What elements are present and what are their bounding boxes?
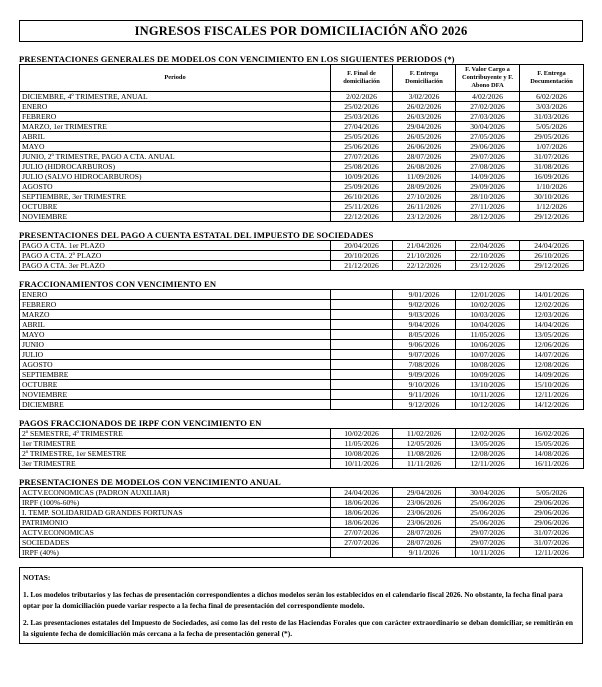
date-cell: 23/06/2026 [393,498,456,508]
date-cell: 27/03/2026 [456,112,520,122]
period-cell: IRPF (40%) [20,548,331,558]
date-cell: 14/04/2026 [520,320,584,330]
date-cell: 10/02/2026 [331,429,393,439]
date-cell: 27/02/2026 [456,102,520,112]
date-cell: 22/10/2026 [456,251,520,261]
date-cell: 12/01/2026 [456,290,520,300]
table-row [20,330,584,340]
table-row [20,112,584,122]
date-cell: 10/04/2026 [456,320,520,330]
date-cell: 23/12/2026 [456,261,520,271]
date-cell: 25/05/2026 [331,132,393,142]
period-cell: 3er TRIMESTRE [20,459,331,469]
date-cell: 12/11/2026 [456,459,520,469]
period-cell: MARZO, 1er TRIMESTRE [20,122,331,132]
date-cell: 28/09/2026 [393,182,456,192]
period-cell: PAGO A CTA. 2º PLAZO [20,251,331,261]
date-cell: 9/02/2026 [393,300,456,310]
date-cell: 29/09/2026 [456,182,520,192]
date-cell: 13/05/2026 [520,330,584,340]
date-cell: 28/07/2026 [393,538,456,548]
date-cell: 29/05/2026 [520,132,584,142]
note-2: 2. Las presentaciones estatales del Impuesto de Sociedades, así como las del resto de las Haciendas Forales que con carácter extraordinario se deban domiciliar, se remitirán en la siguiente fecha de domiciliación más cercana a la fecha de presentación general (*). [23,618,573,638]
date-cell [331,400,393,410]
period-cell: I. TEMP. SOLIDARIDAD GRANDES FORTUNAS [20,508,331,518]
section-heading-pago-cuenta: PRESENTACIONES DEL PAGO A CUENTA ESTATAL DEL IMPUESTO DE SOCIEDADES [19,230,374,240]
period-cell: JUNIO, 2º TRIMESTRE, PAGO A CTA. ANUAL [20,152,331,162]
period-cell: 2º SEMESTRE, 4º TRIMESTRE [20,429,331,439]
date-cell: 27/04/2026 [331,122,393,132]
date-cell [331,340,393,350]
date-cell: 11/02/2026 [393,429,456,439]
date-cell: 26/06/2026 [393,142,456,152]
date-cell: 31/07/2026 [520,528,584,538]
period-cell: IRPF (100%-60%) [20,498,331,508]
date-cell: 4/02/2026 [456,92,520,102]
date-cell: 29/12/2026 [520,261,584,271]
date-cell [331,310,393,320]
table-row [20,142,584,152]
column-header-fecha-entrega: F. Entrega Domiciliación [393,65,456,92]
date-cell: 9/11/2026 [393,390,456,400]
date-cell: 14/12/2026 [520,400,584,410]
table-row [20,152,584,162]
date-cell: 13/05/2026 [456,439,520,449]
date-cell: 31/03/2026 [520,112,584,122]
date-cell: 3/02/2026 [393,92,456,102]
date-cell: 7/08/2026 [393,360,456,370]
date-cell: 28/10/2026 [456,192,520,202]
date-cell: 9/04/2026 [393,320,456,330]
date-cell: 27/07/2026 [331,152,393,162]
date-cell: 26/10/2026 [331,192,393,202]
date-cell: 2/02/2026 [331,92,393,102]
date-cell: 10/09/2026 [456,370,520,380]
date-cell: 15/05/2026 [520,439,584,449]
date-cell: 10/12/2026 [456,400,520,410]
table-row [20,459,584,469]
table-row [20,498,584,508]
date-cell: 31/07/2026 [520,538,584,548]
date-cell: 21/04/2026 [393,241,456,251]
date-cell [331,300,393,310]
date-cell: 10/11/2026 [456,390,520,400]
table-row [20,488,584,498]
date-cell: 9/10/2026 [393,380,456,390]
period-cell: ACTV.ECONOMICAS [20,528,331,538]
date-cell: 12/08/2026 [520,360,584,370]
table-body-general [20,92,584,222]
date-cell: 15/10/2026 [520,380,584,390]
table-row [20,290,584,300]
date-cell: 30/10/2026 [520,192,584,202]
date-cell: 26/11/2026 [393,202,456,212]
date-cell: 22/12/2026 [393,261,456,271]
date-cell [331,290,393,300]
period-cell: JULIO [20,350,331,360]
date-cell: 16/02/2026 [520,429,584,439]
date-cell: 16/11/2026 [520,459,584,469]
table-row [20,400,584,410]
period-cell: ABRIL [20,320,331,330]
date-cell [331,330,393,340]
table-row [20,380,584,390]
table-row [20,212,584,222]
date-cell: 10/09/2026 [331,172,393,182]
date-cell: 5/05/2026 [520,488,584,498]
column-header-periodo: Periodo [20,65,331,92]
period-cell: DICIEMBRE, 4º TRIMESTRE, ANUAL [20,92,331,102]
date-cell: 29/04/2026 [393,488,456,498]
date-cell: 11/11/2026 [393,459,456,469]
period-cell: SEPTIEMBRE, 3er TRIMESTRE [20,192,331,202]
date-cell: 26/08/2026 [393,162,456,172]
date-cell: 26/05/2026 [393,132,456,142]
table-row [20,251,584,261]
column-header-entrega-documentacion: F. Entrega Documentación [520,65,584,92]
date-cell: 12/11/2026 [520,390,584,400]
table-row [20,340,584,350]
date-cell: 10/02/2026 [456,300,520,310]
date-cell: 14/01/2026 [520,290,584,300]
date-cell: 22/04/2026 [456,241,520,251]
date-cell: 25/08/2026 [331,162,393,172]
period-cell: ENERO [20,290,331,300]
date-cell: 25/11/2026 [331,202,393,212]
table-pagos-irpf [19,428,584,469]
date-cell: 29/06/2026 [520,508,584,518]
date-cell: 29/06/2026 [520,518,584,528]
date-cell: 21/10/2026 [393,251,456,261]
date-cell: 14/09/2026 [520,370,584,380]
table-row [20,518,584,528]
table-body-anual [20,488,584,558]
date-cell: 25/06/2026 [456,518,520,528]
table-row [20,241,584,251]
date-cell: 27/05/2026 [456,132,520,142]
column-header-fecha-valor-cargo: F. Valor Cargo a Contribuyente y F. Abono DFA [456,65,520,92]
date-cell: 25/06/2026 [456,508,520,518]
period-cell: FEBRERO [20,112,331,122]
table-row [20,172,584,182]
date-cell: 11/05/2026 [456,330,520,340]
period-cell: SEPTIEMBRE [20,370,331,380]
date-cell: 12/02/2026 [520,300,584,310]
notes-title: NOTAS: [23,573,51,582]
period-cell: NOVIEMBRE [20,212,331,222]
table-row [20,360,584,370]
table-general-presentations [19,64,584,222]
table-row [20,429,584,439]
date-cell: 18/06/2026 [331,518,393,528]
date-cell: 30/04/2026 [456,122,520,132]
date-cell: 29/07/2026 [456,538,520,548]
table-row [20,548,584,558]
table-row [20,261,584,271]
date-cell: 10/06/2026 [456,340,520,350]
date-cell: 27/08/2026 [456,162,520,172]
table-row [20,300,584,310]
table-body-fraccionamientos [20,290,584,410]
date-cell: 16/09/2026 [520,172,584,182]
date-cell: 10/08/2026 [331,449,393,459]
date-cell: 29/06/2026 [456,142,520,152]
date-cell: 28/07/2026 [393,152,456,162]
date-cell: 9/11/2026 [393,548,456,558]
date-cell: 11/08/2026 [393,449,456,459]
date-cell: 27/07/2026 [331,528,393,538]
date-cell: 9/06/2026 [393,340,456,350]
date-cell: 11/05/2026 [331,439,393,449]
table-row [20,192,584,202]
date-cell: 27/07/2026 [331,538,393,548]
period-cell: MAYO [20,142,331,152]
date-cell: 28/12/2026 [456,212,520,222]
date-cell: 12/08/2026 [456,449,520,459]
table-row [20,132,584,142]
date-cell: 10/11/2026 [456,548,520,558]
date-cell: 20/04/2026 [331,241,393,251]
date-cell: 13/10/2026 [456,380,520,390]
period-cell: MARZO [20,310,331,320]
date-cell: 11/09/2026 [393,172,456,182]
date-cell: 12/11/2026 [520,548,584,558]
date-cell: 29/04/2026 [393,122,456,132]
date-cell: 25/06/2026 [331,142,393,152]
date-cell: 3/03/2026 [520,102,584,112]
date-cell: 12/05/2026 [393,439,456,449]
fiscal-calendar-document [19,20,583,644]
date-cell: 23/06/2026 [393,518,456,528]
date-cell: 24/04/2026 [331,488,393,498]
date-cell: 9/03/2026 [393,310,456,320]
date-cell: 25/02/2026 [331,102,393,112]
date-cell: 12/02/2026 [456,429,520,439]
table-vencimiento-anual [19,487,584,558]
date-cell: 14/09/2026 [456,172,520,182]
period-cell: OCTUBRE [20,202,331,212]
period-cell: PAGO A CTA. 3er PLAZO [20,261,331,271]
date-cell: 29/07/2026 [456,152,520,162]
date-cell: 14/07/2026 [520,350,584,360]
table-row [20,162,584,172]
document-title: INGRESOS FISCALES POR DOMICILIACIÓN AÑO 2026 [19,20,583,42]
period-cell: OCTUBRE [20,380,331,390]
date-cell: 18/06/2026 [331,508,393,518]
date-cell: 18/06/2026 [331,498,393,508]
date-cell: 10/11/2026 [331,459,393,469]
date-cell: 5/05/2026 [520,122,584,132]
table-row [20,122,584,132]
date-cell: 10/08/2026 [456,360,520,370]
period-cell: ENERO [20,102,331,112]
period-cell: ACTV.ECONOMICAS (PADRON AUXILIAR) [20,488,331,498]
section-heading-fraccionamientos: FRACCIONAMIENTOS CON VENCIMIENTO EN [19,279,217,289]
date-cell [331,370,393,380]
period-cell: 2º TRIMESTRE, 1er SEMESTRE [20,449,331,459]
date-cell: 26/03/2026 [393,112,456,122]
section-heading-general: PRESENTACIONES GENERALES DE MODELOS CON VENCIMIENTO EN LOS SIGUIENTES PERIODOS (*) [19,54,455,64]
date-cell: 26/10/2026 [520,251,584,261]
date-cell: 29/12/2026 [520,212,584,222]
period-cell: SOCIEDADES [20,538,331,548]
date-cell: 21/12/2026 [331,261,393,271]
date-cell: 1/07/2026 [520,142,584,152]
table-row [20,182,584,192]
date-cell: 14/08/2026 [520,449,584,459]
date-cell [331,320,393,330]
table-row [20,202,584,212]
period-cell: JUNIO [20,340,331,350]
period-cell: NOVIEMBRE [20,390,331,400]
table-fraccionamientos [19,289,584,410]
date-cell: 23/12/2026 [393,212,456,222]
date-cell: 29/07/2026 [456,528,520,538]
date-cell: 25/09/2026 [331,182,393,192]
date-cell: 20/10/2026 [331,251,393,261]
date-cell: 25/03/2026 [331,112,393,122]
period-cell: AGOSTO [20,182,331,192]
table-row [20,370,584,380]
date-cell: 9/12/2026 [393,400,456,410]
section-heading-irpf: PAGOS FRACCIONADOS DE IRPF CON VENCIMIENTO EN [19,418,262,428]
date-cell: 12/03/2026 [520,310,584,320]
date-cell: 1/10/2026 [520,182,584,192]
table-row [20,390,584,400]
period-cell: ABRIL [20,132,331,142]
notes-box [19,567,583,644]
date-cell [331,390,393,400]
table-row [20,92,584,102]
date-cell: 28/07/2026 [393,528,456,538]
date-cell: 30/04/2026 [456,488,520,498]
date-cell: 9/09/2026 [393,370,456,380]
table-row [20,310,584,320]
table-body-pago-cuenta [20,241,584,271]
date-cell: 31/07/2026 [520,152,584,162]
date-cell: 26/02/2026 [393,102,456,112]
section-heading-anual: PRESENTACIONES DE MODELOS CON VENCIMIENTO ANUAL [19,477,281,487]
period-cell: PATRIMONIO [20,518,331,528]
date-cell: 10/03/2026 [456,310,520,320]
date-cell: 9/01/2026 [393,290,456,300]
date-cell: 25/06/2026 [456,498,520,508]
date-cell [331,380,393,390]
date-cell: 31/08/2026 [520,162,584,172]
table-pago-cuenta-sociedades [19,240,584,271]
table-row [20,102,584,112]
table-header-row [20,65,584,92]
date-cell: 27/11/2026 [456,202,520,212]
table-row [20,508,584,518]
date-cell: 12/06/2026 [520,340,584,350]
date-cell: 29/06/2026 [520,498,584,508]
table-row [20,439,584,449]
period-cell: AGOSTO [20,360,331,370]
column-header-fecha-final: F. Final de domiciliación [331,65,393,92]
date-cell: 10/07/2026 [456,350,520,360]
date-cell: 6/02/2026 [520,92,584,102]
table-row [20,538,584,548]
table-row [20,528,584,538]
period-cell: FEBRERO [20,300,331,310]
table-row [20,350,584,360]
date-cell: 24/04/2026 [520,241,584,251]
period-cell: JULIO (HIDROCARBUROS) [20,162,331,172]
note-1: 1. Los modelos tributarios y las fechas de presentación correspondientes a dichos modelos serán los establecidos en el calendario fiscal 2026. No obstante, la fecha final para optar por la domiciliación puede variar respecto a la fecha final de presentación del correspondiente modelo. [23,590,563,610]
date-cell: 1/12/2026 [520,202,584,212]
table-body-irpf [20,429,584,469]
table-row [20,449,584,459]
date-cell: 8/05/2026 [393,330,456,340]
date-cell: 23/06/2026 [393,508,456,518]
date-cell: 27/10/2026 [393,192,456,202]
period-cell: JULIO (SALVO HIDROCARBUROS) [20,172,331,182]
table-row [20,320,584,330]
period-cell: 1er TRIMESTRE [20,439,331,449]
period-cell: DICIEMBRE [20,400,331,410]
period-cell: MAYO [20,330,331,340]
date-cell: 9/07/2026 [393,350,456,360]
period-cell: PAGO A CTA. 1er PLAZO [20,241,331,251]
date-cell [331,548,393,558]
date-cell [331,360,393,370]
date-cell: 22/12/2026 [331,212,393,222]
date-cell [331,350,393,360]
